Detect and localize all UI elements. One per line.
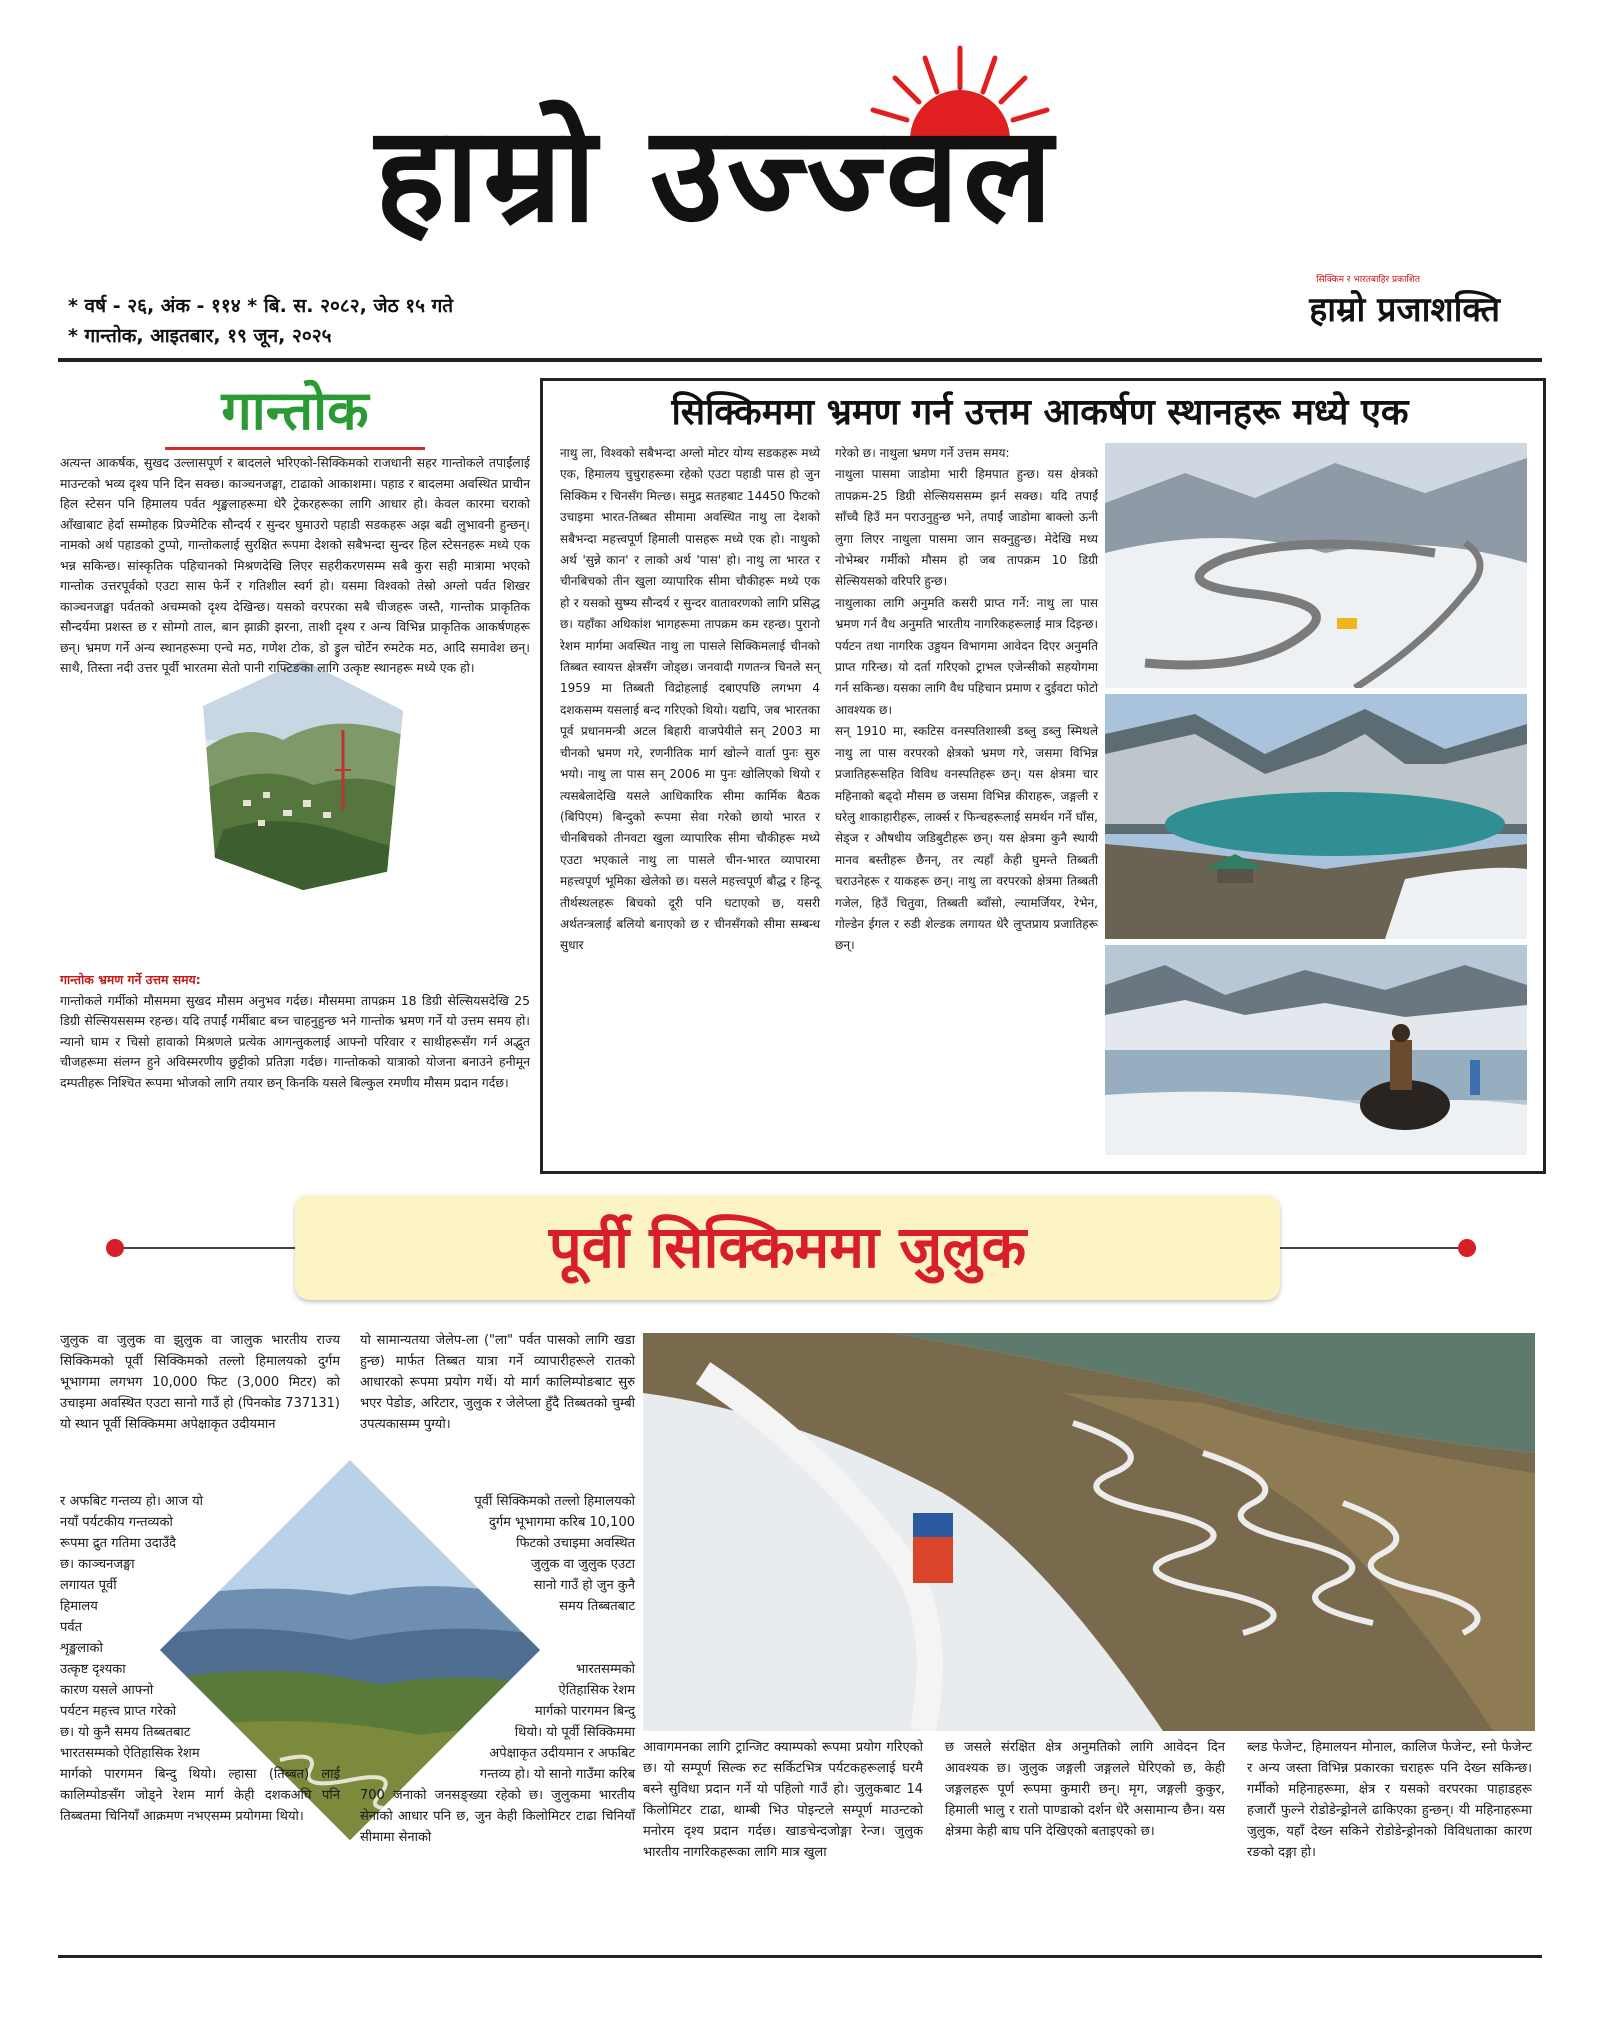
wrap-line: जुलुक वा जुलुक एउटा <box>530 1557 635 1572</box>
zuluk-col2-wrap <box>360 1491 635 1785</box>
banner-right-dot-icon <box>1458 1239 1476 1257</box>
nathula-col2-p3: नाथुलाका लागि अनुमति कसरी प्राप्त गर्ने: नाथु ला पास भ्रमण गर्न वैध अनुमति भारतीय नागरिकहरूलाई मात्र दिइन्छ। पर्यटन तथा नागरिक उड्डयन विभागमा आवेदन दिएर अनुमति प्राप्त गरिन्छ। यो दर्ता गरिएको ट्राभल एजेन्सीको सहयोगमा गर्न सकिन्छ। यसका लागि वैध पहिचान प्रमाण र दुईवटा फोटो आवश्यक छ। <box>835 595 1098 717</box>
wrap-line: गन्तव्य हो। यो सानो गाउँमा करिब <box>479 1767 635 1782</box>
wrap-line: ऐतिहासिक रेशम <box>558 1683 635 1698</box>
issue-meta: * वर्ष - २६, अंक - ११४ * बि. स. २०८२, जेठ १५ गते <box>68 295 454 317</box>
wrap-line: समय तिब्बतबाट <box>559 1599 635 1614</box>
nathula-title: सिक्किममा भ्रमण गर्न उत्तम आकर्षण स्थानहरू मध्ये एक <box>671 391 1409 433</box>
zuluk-col1-top: जुलुक वा जुलुक वा झुलुक वा जालुक भारतीय राज्य सिक्किमको पूर्वी सिक्किमको तल्लो हिमालयको दुर्गम भूभागमा लगभग 10,000 फिट (3,000 मिटर) को उचाइमा अवस्थित एउटा सानो गाउँ हो (पिनकोड 737131) यो स्थान पूर्वी सिक्किममा अपेक्षाकृत उदीयमान <box>60 1333 340 1432</box>
wrap-line: छ। यो कुनै समय तिब्बतबाट <box>60 1725 191 1740</box>
wrap-line: कारण यसले आफ्नो <box>60 1683 154 1698</box>
banner-right-line <box>1280 1247 1460 1249</box>
wrap-line: हिमालय <box>60 1599 98 1614</box>
gangtok-town-photo <box>203 660 403 890</box>
wrap-line: अपेक्षाकृत उदीयमान र अफबिट <box>489 1746 635 1761</box>
masthead-rule <box>58 358 1542 362</box>
wrap-line: लगायत पूर्वी <box>60 1578 117 1593</box>
nathula-road-photo <box>1105 443 1527 688</box>
nathula-col-2 <box>835 443 1098 957</box>
yak-ride-photo <box>1105 945 1527 1155</box>
zuluk-col1-bottom: मार्गको पारगमन बिन्दु थियो। ल्हासा (तिब्बत) लाई कालिम्पोङसँग जोड्ने रेशम मार्ग केही दशकअघि पनि तिब्बतमा चिनियाँ आक्रमण नभएसम्म प्रयोगमा थियो। <box>60 1767 340 1824</box>
zuluk-col1-wrap <box>60 1491 340 1764</box>
zuluk-col4: छ जसले संरक्षित क्षेत्र अनुमतिको लागि आवेदन दिन आवश्यक छ। जुलुक जङ्गली जङ्गलले घेरिएको छ, केही जङ्गलहरू पूर्ण रूपमा कुमारी छन्। मृग, जङ्गली कुकुर, हिमाली भालु र रातो पाण्डाको दर्शन धेरै असामान्य छैन। यस क्षेत्रमा केही बाघ पनि देखिएको बताइएको छ। <box>945 1740 1225 1839</box>
gangtok-heading-underline <box>165 447 425 450</box>
wrap-line: उत्कृष्ट दृश्यका <box>60 1662 126 1677</box>
date-meta: * गान्तोक, आइतबार, १९ जून, २०२५ <box>68 325 332 347</box>
zuluk-banner-title: पूर्वी सिक्किममा जुलुक <box>548 1213 1027 1281</box>
tsomgo-lake-photo <box>1105 694 1527 939</box>
wrap-line: पर्वत <box>60 1620 83 1635</box>
wrap-line: पूर्वी सिक्किमको तल्लो हिमालयको <box>474 1494 635 1509</box>
nathula-col2-p1: गरेको छ। नाथुला भ्रमण गर्ने उत्तम समय: <box>835 446 1010 460</box>
masthead-title: हाम्रो उज्ज्वल <box>375 97 1057 252</box>
wrap-line: सानो गाउँ हो जुन कुनै <box>533 1578 635 1593</box>
wrap-line: थियो। यो पूर्वी सिक्किममा <box>514 1725 635 1740</box>
gangtok-best-time <box>60 970 530 1093</box>
wrap-line: भारतसम्मको ऐतिहासिक रेशम <box>60 1746 200 1761</box>
nathula-col2-p4: सन् 1910 मा, स्कटिस वनस्पतिशास्त्री डब्लु डब्लु स्मिथले नाथु ला पास वरपरको क्षेत्रको भ्रमण गरे, जसमा विभिन्न प्रजातिहरूसहित विविध वनस्पतिहरू छन्। यस क्षेत्रमा चार महिनाको बढ्दो मौसम छ जसमा विभिन्न कीराहरू, जङ्गली र घरेलु शाकाहारीहरू, लार्क्स र फिन्चहरूलाई समर्थन गर्ने घाँस, सेड्ज र औषधीय जडिबुटीहरू छन्। यस क्षेत्रमा कुनै स्थायी मानव बस्तीहरू छैनन्, तर त्यहाँ केही घुमन्ते तिब्बती चराउनेहरू र याकहरू छन्। नाथु ला वरपरको क्षेत्रमा तिब्बती गजेल, हिउँ चितुवा, तिब्बती ब्वाँसो, ल्यामर्जियर, रेभेन, गोल्डेन ईगल र रुडी शेल्डक लगायत धेरै लुप्तप्राय प्रजातिहरू छन्। <box>835 724 1098 953</box>
gangtok-subhead: गान्तोक भ्रमण गर्ने उत्तम समय: <box>60 972 201 987</box>
wrap-line: पर्यटन महत्त्व प्राप्त गरेको <box>60 1704 177 1719</box>
footer-rule <box>58 1955 1542 1958</box>
wrap-line: र अफबिट गन्तव्य हो। आज यो <box>60 1494 204 1509</box>
gangtok-para-1: अत्यन्त आकर्षक, सुखद उल्लासपूर्ण र बादलले भरिएको-सिक्किमको राजधानी सहर गान्तोकले तपाईंलाई माउन्टको भव्य दृश्य पनि दिन सक्छ। काञ्चनजङ्घा, टाढाको आकाशमा। पहाड र बादलमा अवस्थित प्राचीन हिल स्टेसन पनि हिमालय पर्वत शृङ्खलाहरूमा धेरै ट्रेकरहरूका लागि आधार हो। केवल कारमा चराको आँखाबाट हेर्दा सम्मोहक प्रिज्मेटिक सौन्दर्य र सुन्दर घुमाउरो पहाडी सडकहरू अझ बढी लुभावनी हुन्छन्। नामको अर्थ पहाडको टुप्पो, गान्तोकलाई सुरक्षित रूपमा देशको सबैभन्दा सुन्दर हिल स्टेसनहरू मध्ये एक भन्न सकिन्छ। सांस्कृतिक पहिचानको मिश्रणदेखि लिएर सहरीकरणसम्म सबै कुरा सही मात्रामा भएको गान्तोक उत्तरपूर्वको एउटा सास फेर्ने र गतिशील स्वर्ग हो। यसमा विश्वको तेस्रो अग्लो पर्वत शिखर काञ्चनजङ्घा पर्वतको अचम्मको दृश्य देखिन्छ। यसको वरपरका सबै चीजहरू जस्तै, गान्तोक प्राकृतिक सौन्दर्यमा प्रशस्त छ र सोम्गो ताल, बान झाक्री झरना, ताशी दृश्य र अन्य विभिन्न प्राकृतिक आकर्षणहरू छन्। भ्रमण गर्ने अन्य स्थानहरूमा एन्चे मठ, गणेश टोक, डो ड्रुल चोर्टेन रुमटेक मठ, आदि समावेश छन्। साथै, तिस्ता नदी उत्तर पूर्वी भारतमा सेतो पानी राफ्टिङका लागि उत्कृष्ट स्थानहरू मध्ये एक हो। <box>60 455 530 675</box>
gangtok-para-2: गान्तोकले गर्मीको मौसममा सुखद मौसम अनुभव गर्दछ। मौसममा तापक्रम 18 डिग्री सेल्सियसदेखि 25 डिग्री सेल्सियससम्म रहन्छ। यदि तपाईं गर्मीबाट बच्न चाहनुहुन्छ भने गान्तोक भ्रमण गर्ने यो उत्तम समय हो। न्यानो घाम र चिसो हावाको मिश्रणले प्रत्येक आगन्तुकलाई आफ्नो परिवार र साथीहरूसँग गर्न अद्भुत चीजहरूमा संलग्न हुने अविस्मरणीय छुट्टीको प्रतिज्ञा गर्दछ। गान्तोकको यात्राको योजना बनाउने हनीमून दम्पतीहरू निश्चित रूपमा भोजको लागि तयार छन् किनकि यसले बिल्कुल रमणीय मौसम प्रदान गर्दछ। <box>60 992 530 1090</box>
wrap-line: मार्गको पारगमन बिन्दु <box>534 1704 635 1719</box>
gangtok-heading: गान्तोक <box>221 378 369 442</box>
wrap-line: फिटको उचाइमा अवस्थित <box>516 1536 635 1551</box>
banner-left-dot-icon <box>106 1239 124 1257</box>
nathula-col-1: नाथु ला, विश्वको सबैभन्दा अग्लो मोटर योग्य सडकहरू मध्ये एक, हिमालय चुचुराहरूमा रहेको एउटा पहाडी पास हो जुन सिक्किम र चिनसँग मिल्छ। समुद्र सतहबाट 14450 फिटको उचाइमा भारत-तिब्बत सीमामा अवस्थित नाथु ला देशको सबैभन्दा महत्त्वपूर्ण हिमाली पासहरू मध्ये एक हो। नाथुको अर्थ 'सुन्ने कान' र लाको अर्थ 'पास' हो। नाथु ला भारत र चीनबिचको तीन खुला व्यापारिक सीमा चौकीहरू मध्ये एक हो र यसको सुष्म्य सौन्दर्य र सुन्दर वातावरणको लागि प्रसिद्ध छ। यहाँका अधिकांश भागहरूमा तापक्रम कम रहन्छ। पुरानो रेशम मार्गमा अवस्थित नाथु ला पासले सिक्किमलाई चीनको तिब्बत स्वायत्त क्षेत्रसँग जोड्छ। जनवादी गणतन्त्र चिनले सन् 1959 मा तिब्बती विद्रोहलाई दबाएपछि लगभग 4 दशकसम्म यसलाई बन्द गरिएको थियो। यद्यपि, जब भारतका पूर्व प्रधानमन्त्री अटल बिहारी वाजपेयीले सन् 2003 मा चीनको भ्रमण गरे, रणनीतिक मार्ग खोल्ने वार्ता पुनः सुरु भयो। नाथु ला पास सन् 2006 मा पुनः खोलिएको थियो र त्यसबेलादेखि यसले आधिकारिक सीमा कार्मिक बैठक (बिपिएम) बिन्दुको रूपमा सेवा गरेको छायो भारत र चीनबिचको तीनवटा खुला व्यापारिक सीमा चौकीहरू मध्ये एउटा भएकाले नाथु ला पासले चीन-भारत व्यापारमा महत्त्वपूर्ण भूमिका खेलेको छ। यसले महत्त्वपूर्ण बौद्ध र हिन्दू तीर्थस्थलहरू बिचको दूरी पनि घटाएको छ, यसरी अर्थतन्त्रलाई बलियो बनाएको छ र चीनसँगको सीमा सम्बन्ध सुधार <box>560 446 820 953</box>
wrap-line: शृङ्खलाको <box>60 1641 103 1656</box>
publisher-name: हाम्रो प्रजाशक्ति <box>1309 290 1500 330</box>
zuluk-col5: ब्लड फेजेन्ट, हिमालयन मोनाल, कालिज फेजेन्ट, स्नो फेजेन्ट र अन्य जस्ता विभिन्न प्रकारका चराहरू पनि देख्न सकिन्छ। गर्मीको महिनाहरूमा, क्षेत्र र यसको वरपरका पाहाडहरू हजारौं फुल्ने रोडोडेन्ड्रोनले ढाकिएका हुन्छन्। यी महिनाहरूमा जुलुक, यहाँ देख्न सकिने रोडोडेन्ड्रोनको विविधताका कारण रङको दङ्गा हो। <box>1247 1740 1532 1860</box>
wrap-line: दुर्गम भूभागमा करिब 10,100 <box>488 1515 635 1530</box>
zuluk-col2-bottom: 700 जनाको जनसङ्ख्या रहेको छ। जुलुकमा भारतीय सेनाको आधार पनि छ, जुन केही किलोमिटर टाढा चिनियाँ सीमामा सेनाको <box>360 1788 635 1845</box>
wrap-line: नयाँ पर्यटकीय गन्तव्यको <box>60 1515 173 1530</box>
wrap-line: छ। काञ्चनजङ्घा <box>60 1557 135 1572</box>
banner-left-line <box>120 1247 295 1249</box>
gangtok-article <box>60 453 530 679</box>
wrap-line: भारतसम्मको <box>575 1662 635 1677</box>
zuluk-zigzag-road-photo <box>643 1333 1535 1731</box>
publisher-tagline: सिक्किम र भारतबाहिर प्रकाशित <box>1316 275 1420 285</box>
zuluk-col2-top: यो सामान्यतया जेलेप-ला ("ला" पर्वत पासको लागि खडा हुन्छ) मार्फत तिब्बत यात्रा गर्ने व्यापारीहरूले रातको आधारको रूपमा प्रयोग गर्थे। यो मार्ग कालिम्पोङबाट सुरु भएर पेडोङ, अरिटार, जुलुक र जेलेप्ला हुँदै तिब्बतको चुम्बी उपत्यकासम्म पुग्यो। <box>360 1333 635 1432</box>
nathula-col2-p2: नाथुला पासमा जाडोमा भारी हिमपात हुन्छ। यस क्षेत्रको तापक्रम-25 डिग्री सेल्सियससम्म झर्न सक्छ। यदि तपाईं साँच्चै हिउँ मन पराउनुहुन्छ भने, तपाईं जाडोमा बाक्लो ऊनी लुगा लिएर नाथुला पासमा जान सक्नुहुन्छ। मेदेखि मध्य नोभेम्बर गर्मीको मौसम हो जब तापक्रम 10 डिग्री सेल्सियसको वरिपरि हुन्छ। <box>835 467 1098 589</box>
wrap-line: रूपमा द्रुत गतिमा उदाउँदै <box>60 1536 176 1551</box>
zuluk-col3: आवागमनका लागि ट्रान्जिट क्याम्पको रूपमा प्रयोग गरिएको छ। यो सम्पूर्ण सिल्क रुट सर्किटभित्र पर्यटकहरूलाई घरमै बस्ने सुविधा प्रदान गर्ने यो पहिलो गाउँ हो। जुलुकबाट 14 किलोमिटर टाढा, थाम्बी भिउ पोइन्टले सम्पूर्ण माउन्टको मनोरम दृश्य प्रदान गर्दछ। खाङचेन्दजोङ्गा रेन्ज। जुलुक भारतीय नागरिकहरूका लागि मात्र खुला <box>643 1740 923 1860</box>
